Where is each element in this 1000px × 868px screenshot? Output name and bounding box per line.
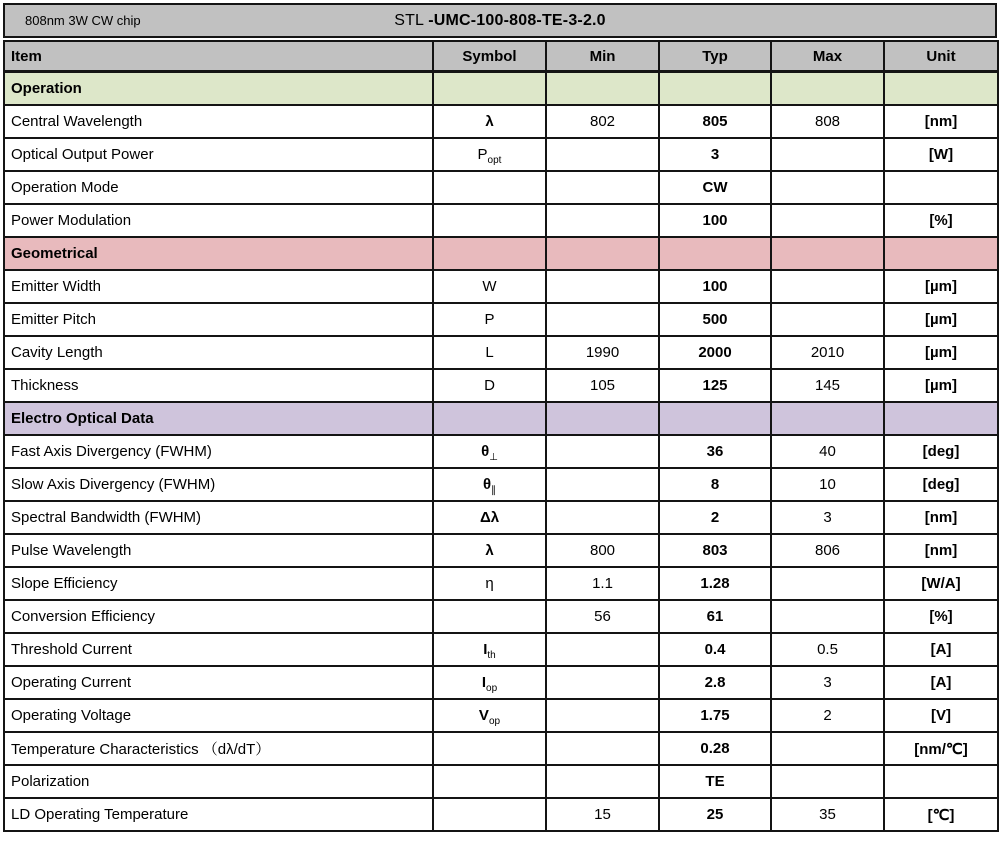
min-cell <box>546 303 659 336</box>
max-cell: 145 <box>771 369 884 402</box>
table-row <box>4 732 998 765</box>
section-empty-unit <box>884 237 998 270</box>
table-row <box>4 699 998 732</box>
typ-cell: 0.4 <box>659 633 771 666</box>
symbol-base: P <box>484 311 495 328</box>
unit-cell: [nm] <box>884 501 998 534</box>
symbol-cell <box>433 270 546 303</box>
typ-cell: 125 <box>659 369 771 402</box>
min-cell <box>546 699 659 732</box>
item-cell: Emitter Width <box>4 270 433 303</box>
symbol-base: λ <box>485 113 494 130</box>
item-cell: Optical Output Power <box>4 138 433 171</box>
max-cell: 0.5 <box>771 633 884 666</box>
max-cell <box>771 765 884 798</box>
item-cell: Temperature Characteristics （dλ/dT） <box>4 732 433 765</box>
item-cell: Emitter Pitch <box>4 303 433 336</box>
max-cell: 35 <box>771 798 884 831</box>
item-cell: Slope Efficiency <box>4 567 433 600</box>
typ-cell: 25 <box>659 798 771 831</box>
symbol-cell <box>433 204 546 237</box>
item-cell: Spectral Bandwidth (FWHM) <box>4 501 433 534</box>
symbol-subscript: ∥ <box>491 485 497 496</box>
table-row <box>4 270 998 303</box>
section-empty-typ <box>659 237 771 270</box>
unit-cell: [µm] <box>884 369 998 402</box>
unit-cell: [nm/℃] <box>884 732 998 765</box>
unit-cell: [deg] <box>884 468 998 501</box>
section-title: Electro Optical Data <box>4 402 433 435</box>
model-code: -UMC-100-808-TE-3-2.0 <box>428 11 606 29</box>
section-empty-typ <box>659 72 771 106</box>
min-cell <box>546 633 659 666</box>
symbol-base: W <box>482 278 497 295</box>
typ-cell: 2000 <box>659 336 771 369</box>
section-empty-unit <box>884 402 998 435</box>
symbol-cell <box>433 336 546 369</box>
section-empty-unit <box>884 72 998 106</box>
unit-cell: [A] <box>884 633 998 666</box>
section-title: Operation <box>4 72 433 106</box>
section-title: Geometrical <box>4 237 433 270</box>
section-empty-min <box>546 402 659 435</box>
typ-cell: 2.8 <box>659 666 771 699</box>
unit-cell: [µm] <box>884 336 998 369</box>
column-header-item: Item <box>4 41 433 72</box>
min-cell <box>546 435 659 468</box>
symbol-base: θ <box>481 443 490 460</box>
unit-cell: [%] <box>884 600 998 633</box>
min-cell <box>546 732 659 765</box>
column-header-symbol: Symbol <box>433 41 546 72</box>
min-cell: 15 <box>546 798 659 831</box>
min-cell: 1990 <box>546 336 659 369</box>
max-cell: 808 <box>771 105 884 138</box>
item-cell: Operating Current <box>4 666 433 699</box>
item-cell: Operation Mode <box>4 171 433 204</box>
model-prefix: STL <box>394 11 429 29</box>
symbol-base: L <box>485 344 494 361</box>
typ-cell: 100 <box>659 204 771 237</box>
typ-cell: 1.28 <box>659 567 771 600</box>
min-cell: 802 <box>546 105 659 138</box>
symbol-cell <box>433 138 546 171</box>
table-row <box>4 567 998 600</box>
item-cell: Fast Axis Divergency (FWHM) <box>4 435 433 468</box>
symbol-cell <box>433 732 546 765</box>
item-cell: LD Operating Temperature <box>4 798 433 831</box>
table-row <box>4 369 998 402</box>
max-cell: 40 <box>771 435 884 468</box>
section-empty-max <box>771 402 884 435</box>
min-cell: 56 <box>546 600 659 633</box>
table-row <box>4 171 998 204</box>
table-row <box>4 633 998 666</box>
section-row <box>4 402 998 435</box>
section-empty-symbol <box>433 237 546 270</box>
typ-cell: 2 <box>659 501 771 534</box>
symbol-cell <box>433 501 546 534</box>
unit-cell: [W/A] <box>884 567 998 600</box>
max-cell: 2 <box>771 699 884 732</box>
section-row <box>4 237 998 270</box>
chip-type-label: 808nm 3W CW chip <box>25 13 141 28</box>
typ-cell: 36 <box>659 435 771 468</box>
symbol-cell <box>433 369 546 402</box>
symbol-base: I <box>483 641 488 658</box>
max-cell: 806 <box>771 534 884 567</box>
item-cell: Power Modulation <box>4 204 433 237</box>
section-empty-typ <box>659 402 771 435</box>
max-cell <box>771 732 884 765</box>
table-row <box>4 666 998 699</box>
title-bar <box>3 3 997 38</box>
typ-cell: 3 <box>659 138 771 171</box>
typ-cell: 100 <box>659 270 771 303</box>
max-cell: 3 <box>771 666 884 699</box>
table-row <box>4 435 998 468</box>
typ-cell: 0.28 <box>659 732 771 765</box>
unit-cell: [µm] <box>884 270 998 303</box>
max-cell <box>771 567 884 600</box>
symbol-subscript: opt <box>487 155 502 166</box>
item-cell: Cavity Length <box>4 336 433 369</box>
table-row <box>4 138 998 171</box>
min-cell <box>546 468 659 501</box>
min-cell: 800 <box>546 534 659 567</box>
typ-cell: 61 <box>659 600 771 633</box>
symbol-base: θ <box>482 476 492 493</box>
unit-cell: [℃] <box>884 798 998 831</box>
spec-table <box>3 40 999 832</box>
symbol-base: λ <box>485 542 494 559</box>
column-header-typ: Typ <box>659 41 771 72</box>
unit-cell: [nm] <box>884 105 998 138</box>
symbol-cell <box>433 105 546 138</box>
max-cell <box>771 303 884 336</box>
min-cell <box>546 765 659 798</box>
item-cell: Operating Voltage <box>4 699 433 732</box>
max-cell <box>771 138 884 171</box>
symbol-cell <box>433 534 546 567</box>
symbol-cell <box>433 633 546 666</box>
table-row <box>4 600 998 633</box>
max-cell <box>771 270 884 303</box>
symbol-base: Δλ <box>479 509 500 526</box>
section-empty-max <box>771 72 884 106</box>
max-cell <box>771 171 884 204</box>
item-cell: Polarization <box>4 765 433 798</box>
item-cell: Slow Axis Divergency (FWHM) <box>4 468 433 501</box>
table-row <box>4 765 998 798</box>
symbol-cell <box>433 468 546 501</box>
column-header-unit: Unit <box>884 41 998 72</box>
unit-cell: [%] <box>884 204 998 237</box>
typ-cell: 1.75 <box>659 699 771 732</box>
max-cell <box>771 600 884 633</box>
model-number <box>5 12 995 30</box>
table-row <box>4 501 998 534</box>
symbol-base: V <box>478 707 489 724</box>
unit-cell: [nm] <box>884 534 998 567</box>
min-cell <box>546 666 659 699</box>
symbol-cell <box>433 699 546 732</box>
section-empty-symbol <box>433 72 546 106</box>
table-row <box>4 534 998 567</box>
table-row <box>4 336 998 369</box>
symbol-subscript: ⊥ <box>489 452 498 463</box>
unit-cell: [A] <box>884 666 998 699</box>
unit-cell: [W] <box>884 138 998 171</box>
min-cell <box>546 270 659 303</box>
table-row <box>4 204 998 237</box>
spec-table-body <box>4 72 998 832</box>
symbol-cell <box>433 765 546 798</box>
unit-cell: [µm] <box>884 303 998 336</box>
item-cell: Pulse Wavelength <box>4 534 433 567</box>
symbol-cell <box>433 567 546 600</box>
symbol-base: P <box>477 146 488 163</box>
max-cell <box>771 204 884 237</box>
max-cell: 3 <box>771 501 884 534</box>
symbol-subscript: th <box>487 650 496 661</box>
table-row <box>4 303 998 336</box>
symbol-base: I <box>481 674 487 691</box>
table-row <box>4 798 998 831</box>
unit-cell: [V] <box>884 699 998 732</box>
symbol-cell <box>433 600 546 633</box>
section-empty-max <box>771 237 884 270</box>
symbol-cell <box>433 435 546 468</box>
section-empty-min <box>546 72 659 106</box>
column-header-max: Max <box>771 41 884 72</box>
symbol-cell <box>433 171 546 204</box>
min-cell <box>546 204 659 237</box>
min-cell: 105 <box>546 369 659 402</box>
typ-cell: 8 <box>659 468 771 501</box>
section-empty-symbol <box>433 402 546 435</box>
max-cell: 10 <box>771 468 884 501</box>
section-row <box>4 72 998 106</box>
column-header-min: Min <box>546 41 659 72</box>
max-cell: 2010 <box>771 336 884 369</box>
symbol-cell <box>433 666 546 699</box>
typ-cell: TE <box>659 765 771 798</box>
section-empty-min <box>546 237 659 270</box>
item-cell: Threshold Current <box>4 633 433 666</box>
unit-cell <box>884 171 998 204</box>
symbol-cell <box>433 798 546 831</box>
typ-cell: 500 <box>659 303 771 336</box>
unit-cell: [deg] <box>884 435 998 468</box>
item-cell: Central Wavelength <box>4 105 433 138</box>
min-cell <box>546 501 659 534</box>
symbol-subscript: op <box>488 716 501 727</box>
symbol-base: D <box>484 377 495 394</box>
item-cell: Conversion Efficiency <box>4 600 433 633</box>
unit-cell <box>884 765 998 798</box>
symbol-subscript: op <box>486 683 498 694</box>
table-row <box>4 468 998 501</box>
min-cell <box>546 171 659 204</box>
column-header-row <box>4 41 998 72</box>
min-cell <box>546 138 659 171</box>
typ-cell: CW <box>659 171 771 204</box>
item-cell: Thickness <box>4 369 433 402</box>
min-cell: 1.1 <box>546 567 659 600</box>
table-row <box>4 105 998 138</box>
symbol-cell <box>433 303 546 336</box>
symbol-base: η <box>485 575 494 592</box>
typ-cell: 805 <box>659 105 771 138</box>
typ-cell: 803 <box>659 534 771 567</box>
